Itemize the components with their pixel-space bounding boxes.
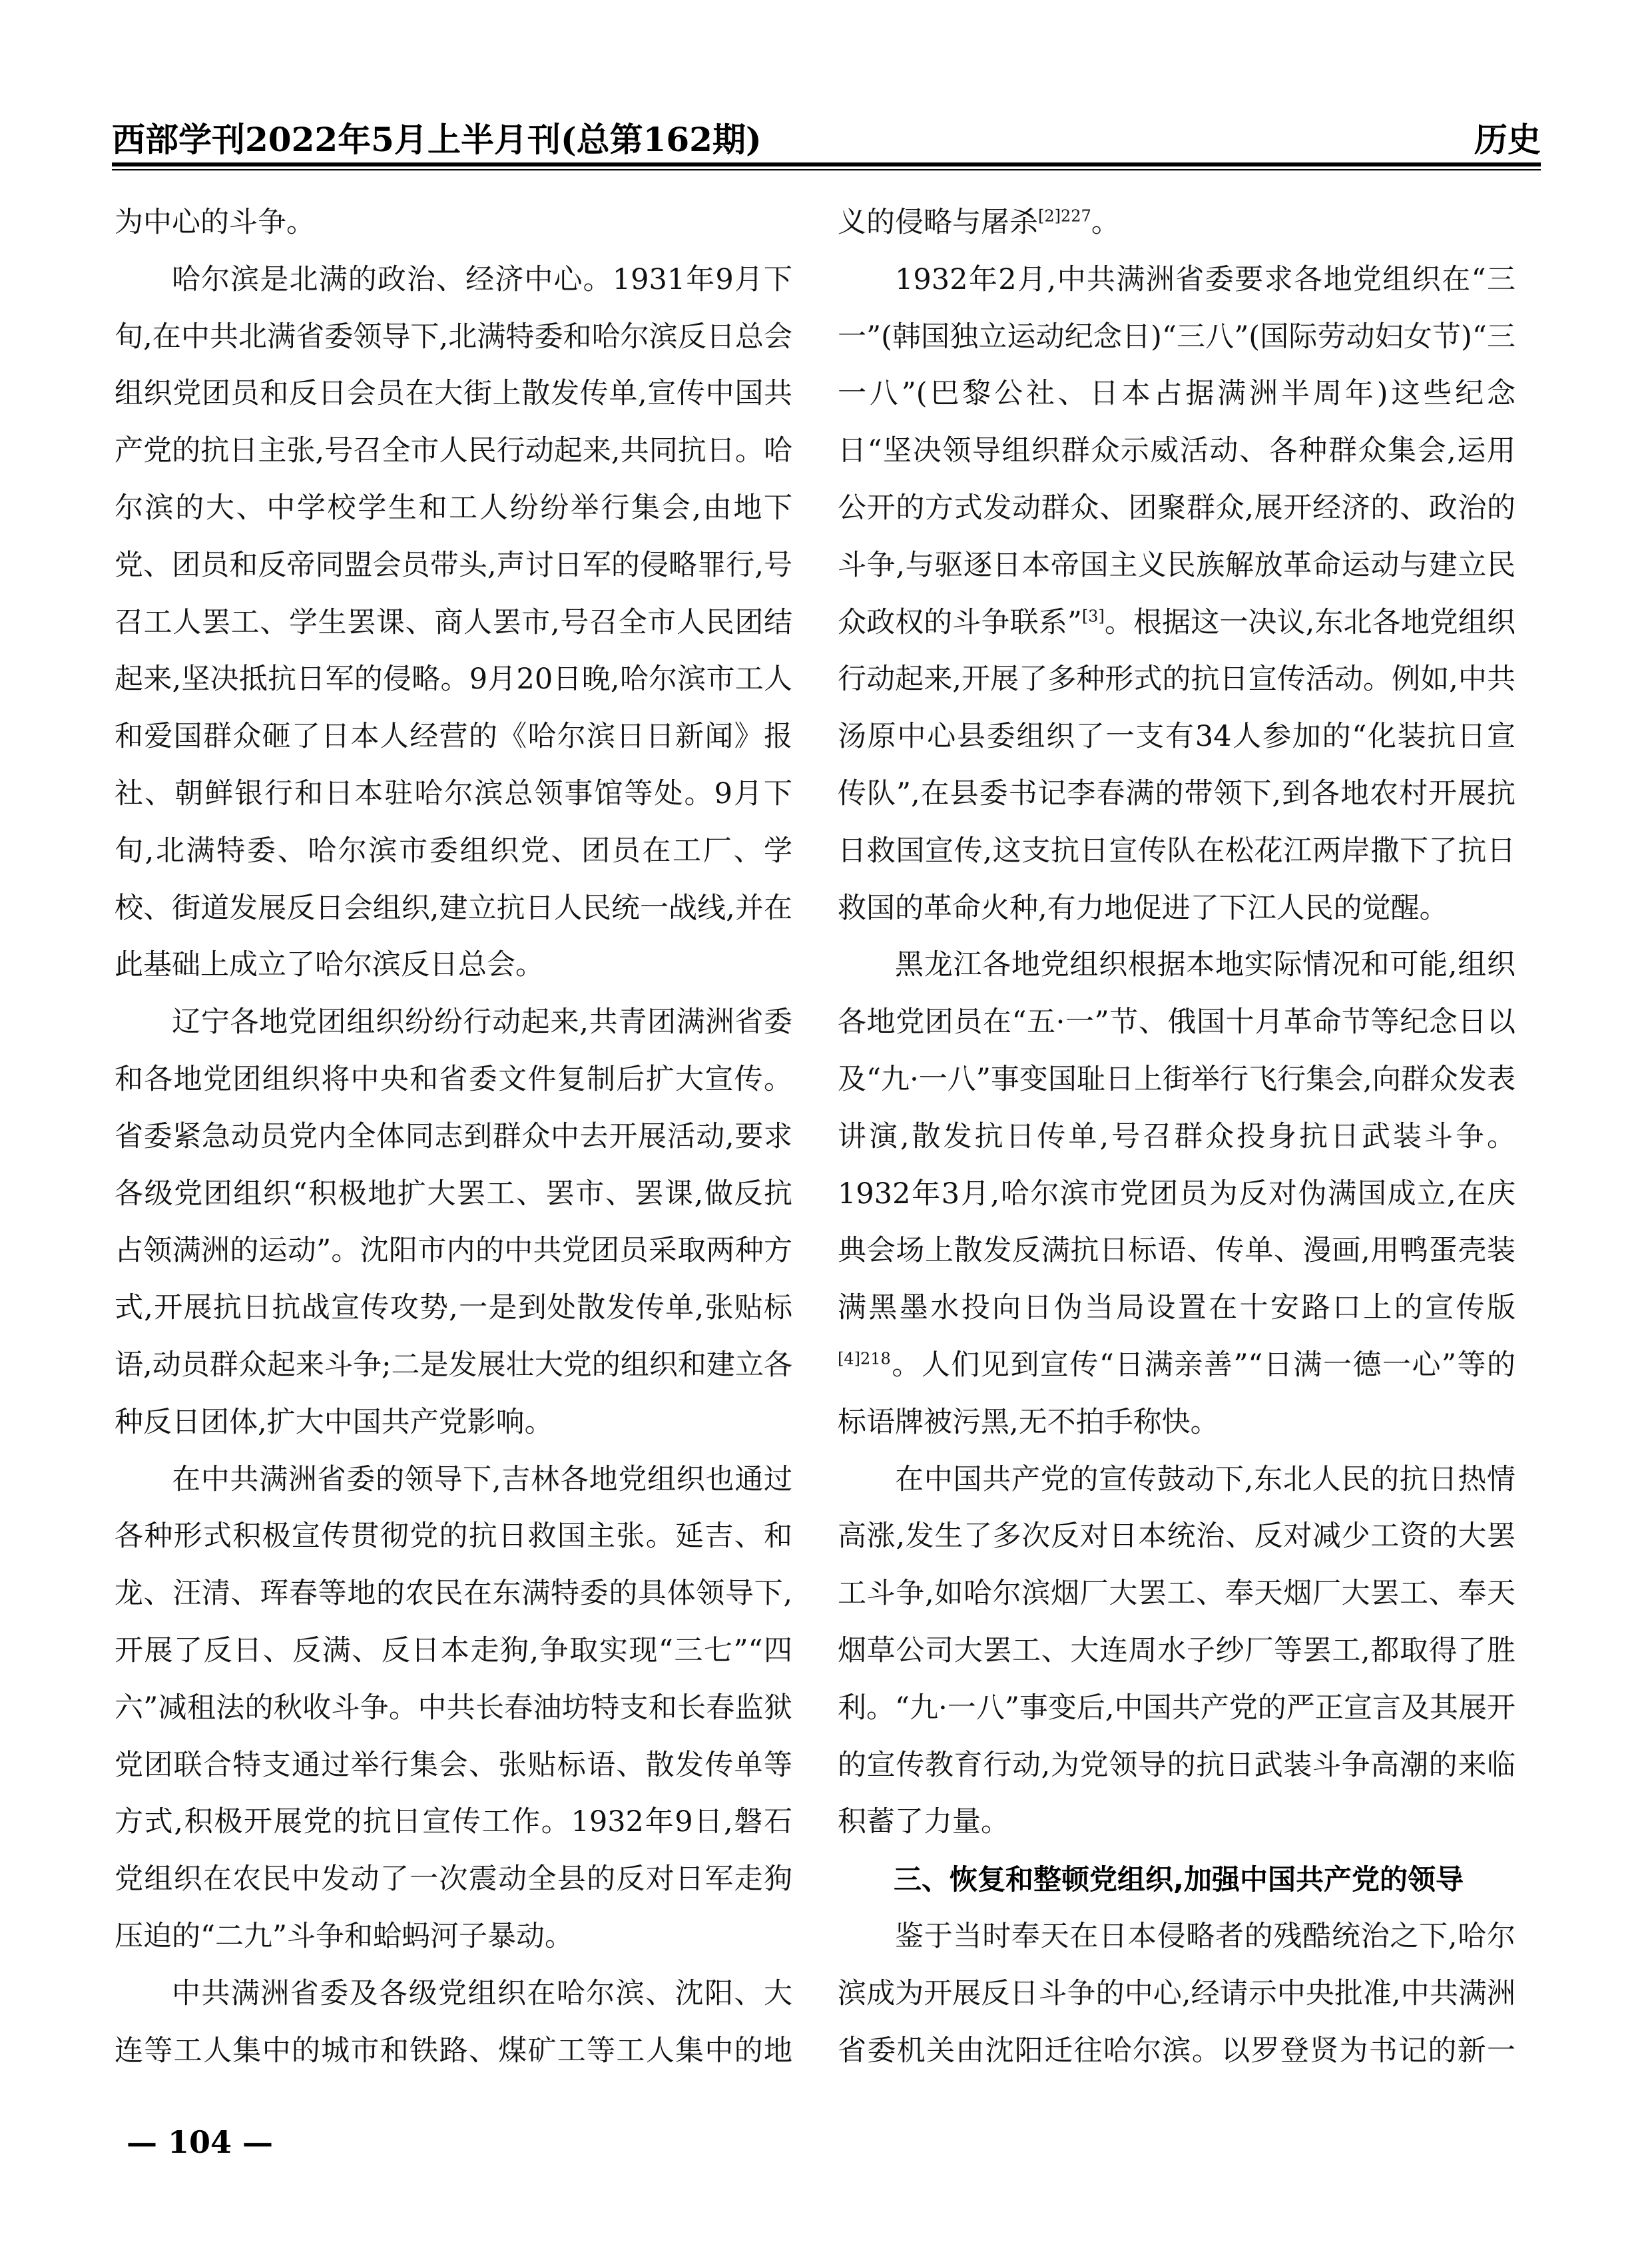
section-heading: [838, 1851, 1515, 1908]
journal-title: 西部学刊2022年5月上半月刊(总第162期): [112, 120, 762, 159]
body-paragraph: [838, 1452, 1515, 1852]
paragraph-text: 在中国共产党的宣传鼓动下,东北人民的抗日热情高涨,发生了多次反对日本统治、反对减少工资的大罢工斗争,如哈尔滨烟厂大罢工、奉天烟厂大罢工、奉天烟草公司大罢工、大连周水子纱厂等罢工,都取得了胜利。“九·一八”事变后,中国共产党的严正宣言及其展开的宣传教育行动,为党领导的抗日武装斗争高潮的来临积蓄了力量。: [838, 1462, 1515, 1839]
paragraph-text: 鉴于当时奉天在日本侵略者的残酷统治之下,哈尔滨成为开展反日斗争的中心,经请示中央批准,中共满洲省委机关由沈阳迁往哈尔滨。以罗登贤为书记的新一: [838, 1919, 1515, 2068]
paragraph-text: 为中心的斗争。: [115, 206, 315, 239]
paragraph-text-continued: 。: [1091, 206, 1120, 239]
paragraph-text: 义的侵略与屠杀: [838, 206, 1038, 239]
citation-superscript: [3]: [1081, 607, 1105, 626]
section-label: 历史: [1474, 120, 1541, 159]
left-column: [115, 194, 792, 2079]
paragraph-text: 在中共满洲省委的领导下,吉林各地党组织也通过各种形式积极宣传贯彻党的抗日救国主张。延吉、和龙、汪清、珲春等地的农民在东满特委的具体领导下,开展了反日、反满、反日本走狗,争取实现“三七”“四六”减租法的秋收斗争。中共长春油坊特支和长春监狱党团联合特支通过举行集会、张贴标语、散发传单等方式,积极开展党的抗日宣传工作。1932年9日,磐石党组织在农民中发动了一次震动全县的反对日军走狗压迫的“二九”斗争和蛤蚂河子暴动。: [115, 1462, 792, 1953]
paragraph-text: 辽宁各地党团组织纷纷行动起来,共青团满洲省委和各地党团组织将中央和省委文件复制后扩大宣传。省委紧急动员党内全体同志到群众中去开展活动,要求各级党团组织“积极地扩大罢工、罢市、罢课,做反抗占领满洲的运动”。沈阳市内的中共党团员采取两种方式,开展抗日抗战宣传攻势,一是到处散发传单,张贴标语,动员群众起来斗争;二是发展壮大党的组织和建立各种反日团体,扩大中国共产党影响。: [115, 1005, 792, 1439]
body-paragraph: [115, 1452, 792, 1966]
body-paragraph: [838, 937, 1515, 1451]
right-column: [838, 194, 1515, 2079]
citation-superscript: [4]218: [838, 1349, 891, 1368]
body-paragraph: [115, 194, 792, 252]
citation-superscript: [2]227: [1038, 206, 1091, 226]
paragraph-text: 黑龙江各地党组织根据本地实际情况和可能,组织各地党团员在“五·一”节、俄国十月革命节等纪念日以及“九·一八”事变国耻日上街举行飞行集会,向群众发表讲演,散发抗日传单,号召群众投身抗日武装斗争。1932年3月,哈尔滨市党团员为反对伪满国成立,在庆典会场上散发反满抗日标语、传单、漫画,用鸭蛋壳装满黑墨水投向日伪当局设置在十安路口上的宣传版: [838, 948, 1515, 1325]
body-paragraph: [115, 994, 792, 1451]
paragraph-text: 哈尔滨是北满的政治、经济中心。1931年9月下旬,在中共北满省委领导下,北满特委和哈尔滨反日总会组织党团员和反日会员在大街上散发传单,宣传中国共产党的抗日主张,号召全市人民行动起来,共同抗日。哈尔滨的大、中学校学生和工人纷纷举行集会,由地下党、团员和反帝同盟会员带头,声讨日军的侵略罪行,号召工人罢工、学生罢课、商人罢市,号召全市人民团结起来,坚决抵抗日军的侵略。9月20日晚,哈尔滨市工人和爱国群众砸了日本人经营的《哈尔滨日日新闻》报社、朝鲜银行和日本驻哈尔滨总领事馆等处。9月下旬,北满特委、哈尔滨市委组织党、团员在工厂、学校、街道发展反日会组织,建立抗日人民统一战线,并在此基础上成立了哈尔滨反日总会。: [115, 262, 792, 982]
body-paragraph: [838, 252, 1515, 938]
page-number: — 104 —: [127, 2124, 274, 2160]
body-paragraph: [838, 194, 1515, 252]
paragraph-text: 1932年2月,中共满洲省委要求各地党组织在“三一”(韩国独立运动纪念日)“三八”(国际劳动妇女节)“三一八”(巴黎公社、日本占据满洲半周年)这些纪念日“坚决领导组织群众示威活动、各种群众集会,运用公开的方式发动群众、团聚群众,展开经济的、政治的斗争,与驱逐日本帝国主义民族解放革命运动与建立民众政权的斗争联系”: [838, 262, 1515, 639]
body-paragraph: [838, 1908, 1515, 2079]
running-header: [112, 113, 1541, 159]
paragraph-text-continued: 。人们见到宣传“日满亲善”“日满一德一心”等的标语牌被污黑,无不拍手称快。: [838, 1348, 1515, 1439]
header-rule-thick: [112, 162, 1541, 166]
body-paragraph: [115, 1966, 792, 2079]
paragraph-text: 三、恢复和整顿党组织,加强中国共产党的领导: [894, 1863, 1464, 1896]
header-rule-thin: [112, 169, 1541, 170]
paragraph-text-continued: 。根据这一决议,东北各地党组织行动起来,开展了多种形式的抗日宣传活动。例如,中共汤原中心县委组织了一支有34人参加的“化装抗日宣传队”,在县委书记李春满的带领下,到各地农村开展抗日救国宣传,这支抗日宣传队在松花江两岸撒下了抗日救国的革命火种,有力地促进了下江人民的觉醒。: [838, 605, 1515, 925]
body-paragraph: [115, 252, 792, 994]
paragraph-text: 中共满洲省委及各级党组织在哈尔滨、沈阳、大连等工人集中的城市和铁路、煤矿工等工人集中的地: [115, 1976, 792, 2068]
